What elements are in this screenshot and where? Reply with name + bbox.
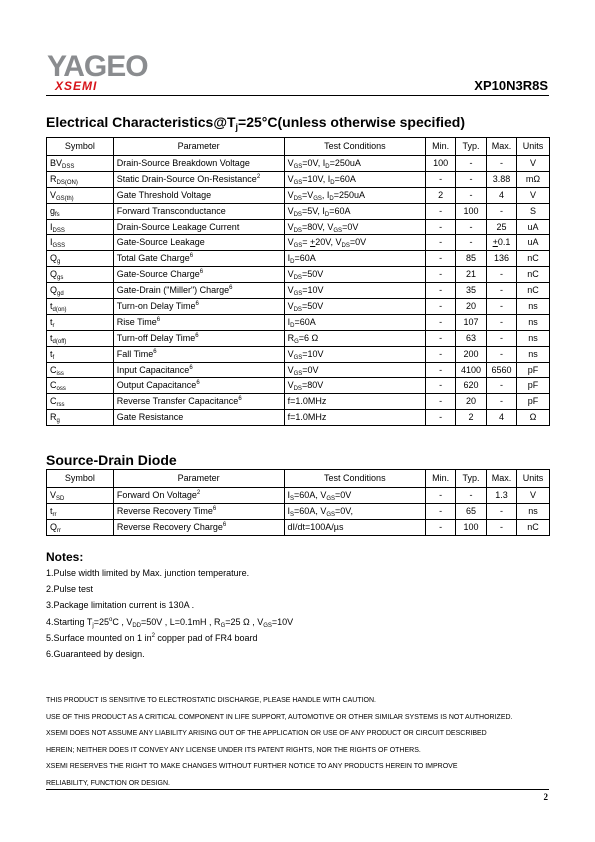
typ-cell: 4100	[456, 362, 487, 378]
disclaimer-line: THIS PRODUCT IS SENSITIVE TO ELECTROSTATIC DISCHARGE, PLEASE HANDLE WITH CAUTION.	[46, 697, 376, 704]
unit-cell: S	[516, 203, 549, 219]
table-row	[47, 219, 550, 235]
parameter-cell: Gate-Drain ("Miller") Charge$^6$	[113, 283, 284, 299]
parameter-cell: Reverse Recovery Charge$^6$	[113, 520, 284, 536]
max-cell: 136	[487, 251, 517, 267]
condition-cell: f=1.0MHz	[284, 394, 426, 410]
parameter-cell: Rise Time$^6$	[113, 314, 284, 330]
table-row	[47, 314, 550, 330]
typ-cell: 620	[456, 378, 487, 394]
column-header: Symbol	[47, 470, 114, 488]
unit-cell: nC	[516, 267, 549, 283]
typ-cell: 107	[456, 314, 487, 330]
parameter-cell: Turn-on Delay Time$^6$	[113, 299, 284, 315]
column-header: Parameter	[113, 470, 284, 488]
typ-cell: -	[456, 156, 487, 172]
source-drain-diode-table	[46, 469, 550, 536]
table-row	[47, 299, 550, 315]
note-item: 2.Pulse test	[46, 584, 94, 595]
min-cell: 2	[426, 187, 456, 203]
disclaimer-line: USE OF THIS PRODUCT AS A CRITICAL COMPONENT IN LIFE SUPPORT, AUTOMOTIVE OR OTHER SIMILAR SYSTEMS IS NOT AUTHORIZED.	[46, 713, 513, 721]
max-cell: -	[487, 330, 517, 346]
unit-cell: mΩ	[516, 171, 549, 187]
min-cell: -	[426, 330, 456, 346]
typ-cell: 65	[456, 504, 487, 520]
unit-cell: uA	[516, 219, 549, 235]
column-header: Min.	[426, 138, 456, 156]
max-cell: -	[487, 314, 517, 330]
condition-cell: $V_{DS}=50V$	[284, 267, 426, 283]
min-cell: -	[426, 378, 456, 394]
condition-cell: $I_S=60A$, $V_{GS}=0V$,	[284, 504, 426, 520]
typ-cell: 20	[456, 299, 487, 315]
symbol-cell: $Q_{gd}$	[47, 283, 114, 299]
unit-cell: nC	[516, 520, 549, 536]
condition-cell: $I_D=60A$	[284, 251, 426, 267]
unit-cell: ns	[516, 299, 549, 315]
parameter-cell: Forward Transconductance	[113, 203, 284, 219]
column-header: Units	[516, 470, 549, 488]
header-divider	[46, 95, 549, 96]
min-cell: -	[426, 171, 456, 187]
min-cell: -	[426, 488, 456, 504]
unit-cell: V	[516, 156, 549, 172]
condition-cell: $V_{DS}=5V$, $I_D=60A$	[284, 203, 426, 219]
title-sub: j	[235, 122, 239, 132]
symbol-cell: $Q_{rr}$	[47, 520, 114, 536]
table-row	[47, 283, 550, 299]
symbol-cell: $I_{GSS}$	[47, 235, 114, 251]
min-cell: -	[426, 219, 456, 235]
symbol-cell: $V_{GS(th)}$	[47, 187, 114, 203]
electrical-characteristics-table	[46, 137, 550, 426]
parameter-cell: Gate Threshold Voltage	[113, 187, 284, 203]
max-cell: -	[487, 504, 517, 520]
unit-cell: V	[516, 488, 549, 504]
table-row	[47, 520, 550, 536]
page-number: 2	[543, 792, 548, 802]
unit-cell: pF	[516, 362, 549, 378]
note-item: 4.Starting $T_j=25^oC$ , $V_{DD}=50V$ , L=0.1mH , $R_G=25$ Ω , $V_{GS}=10V$	[46, 616, 294, 629]
typ-cell: -	[456, 488, 487, 504]
parameter-cell: Static Drain-Source On-Resistance$^2$	[113, 171, 284, 187]
parameter-cell: Input Capacitance$^6$	[113, 362, 284, 378]
min-cell: -	[426, 346, 456, 362]
max-cell: 1.3	[487, 488, 517, 504]
unit-cell: V	[516, 187, 549, 203]
parameter-cell: Gate-Source Leakage	[113, 235, 284, 251]
column-header: Max.	[487, 138, 517, 156]
symbol-cell: $t_{rr}$	[47, 504, 114, 520]
table-row	[47, 187, 550, 203]
symbol-cell: $I_{DSS}$	[47, 219, 114, 235]
footer-divider	[46, 789, 549, 790]
table-row	[47, 156, 550, 172]
typ-cell: -	[456, 171, 487, 187]
company-logo	[47, 52, 157, 94]
condition-cell: $V_{GS}=10V$	[284, 346, 426, 362]
min-cell: -	[426, 314, 456, 330]
typ-cell: 35	[456, 283, 487, 299]
unit-cell: uA	[516, 235, 549, 251]
column-header: Test Conditions	[284, 138, 426, 156]
min-cell: -	[426, 410, 456, 426]
table-row	[47, 362, 550, 378]
typ-cell: 2	[456, 410, 487, 426]
max-cell: -	[487, 283, 517, 299]
column-header: Parameter	[113, 138, 284, 156]
max-cell: 3.88	[487, 171, 517, 187]
condition-cell: $R_G=6$ Ω	[284, 330, 426, 346]
parameter-cell: Turn-off Delay Time$^6$	[113, 330, 284, 346]
symbol-cell: $V_{SD}$	[47, 488, 114, 504]
parameter-cell: Forward On Voltage$^2$	[113, 488, 284, 504]
part-number: XP10N3R8S	[474, 78, 548, 93]
parameter-cell: Output Capacitance$^6$	[113, 378, 284, 394]
typ-cell: -	[456, 187, 487, 203]
symbol-cell: $R_{DS(ON)}$	[47, 171, 114, 187]
symbol-cell: $R_g$	[47, 410, 114, 426]
min-cell: -	[426, 504, 456, 520]
max-cell: -	[487, 156, 517, 172]
column-header: Typ.	[456, 470, 487, 488]
condition-cell: $V_{GS}= +20V$, $V_{DS}=0V$	[284, 235, 426, 251]
condition-cell: f=1.0MHz	[284, 410, 426, 426]
symbol-cell: $C_{oss}$	[47, 378, 114, 394]
max-cell: 25	[487, 219, 517, 235]
typ-cell: 200	[456, 346, 487, 362]
symbol-cell: $Q_{gs}$	[47, 267, 114, 283]
table-row	[47, 410, 550, 426]
note-item: 5.Surface mounted on 1 $in^2$ copper pad of FR4 board	[46, 632, 258, 643]
table-row	[47, 330, 550, 346]
column-header: Min.	[426, 470, 456, 488]
typ-cell: 20	[456, 394, 487, 410]
max-cell: -	[487, 394, 517, 410]
typ-cell: 100	[456, 520, 487, 536]
unit-cell: pF	[516, 378, 549, 394]
note-item: 1.Pulse width limited by Max. junction temperature.	[46, 568, 250, 578]
condition-cell: $I_S=60A$, $V_{GS}=0V$	[284, 488, 426, 504]
condition-cell: $V_{GS}=0V$, $I_D=250uA$	[284, 156, 426, 172]
min-cell: -	[426, 299, 456, 315]
typ-cell: 21	[456, 267, 487, 283]
table-row	[47, 488, 550, 504]
unit-cell: nC	[516, 283, 549, 299]
column-header: Symbol	[47, 138, 114, 156]
unit-cell: nC	[516, 251, 549, 267]
column-header: Test Conditions	[284, 470, 426, 488]
max-cell: 4	[487, 187, 517, 203]
table-row	[47, 203, 550, 219]
title-prefix: Electrical Characteristics@T	[46, 114, 236, 130]
min-cell: -	[426, 267, 456, 283]
unit-cell: pF	[516, 394, 549, 410]
symbol-cell: $t_{d(off)}$	[47, 330, 114, 346]
symbol-cell: $t_{d(on)}$	[47, 299, 114, 315]
table-row	[47, 346, 550, 362]
disclaimer-line: XSEMI RESERVES THE RIGHT TO MAKE CHANGES WITHOUT FURTHER NOTICE TO ANY PRODUCTS HEREIN TO IMPROVE	[46, 763, 458, 771]
disclaimer-line: XSEMI DOES NOT ASSUME ANY LIABILITY ARISING OUT OF THE APPLICATION OR USE OF ANY PRODUCT OR CIRCUIT DESCRIBED	[46, 730, 487, 738]
parameter-cell: Drain-Source Breakdown Voltage	[113, 156, 284, 172]
parameter-cell: Gate Resistance	[113, 410, 284, 426]
max-cell: -	[487, 299, 517, 315]
logo-xsemi-text: XSEMI	[55, 79, 98, 93]
max-cell: -	[487, 267, 517, 283]
condition-cell: $I_D=60A$	[284, 314, 426, 330]
max-cell: -	[487, 203, 517, 219]
parameter-cell: Drain-Source Leakage Current	[113, 219, 284, 235]
condition-cell: $V_{DS}=80V$, $V_{GS}=0V$	[284, 219, 426, 235]
symbol-cell: $t_f$	[47, 346, 114, 362]
min-cell: -	[426, 394, 456, 410]
unit-cell: ns	[516, 346, 549, 362]
condition-cell: $V_{DS}=50V$	[284, 299, 426, 315]
logo-yageo-text: YAGEO	[47, 50, 148, 83]
typ-cell: -	[456, 219, 487, 235]
unit-cell: ns	[516, 330, 549, 346]
disclaimer-line: RELIABILITY, FUNCTION OR DESIGN.	[46, 780, 170, 787]
max-cell: 4	[487, 410, 517, 426]
typ-cell: 63	[456, 330, 487, 346]
typ-cell: -	[456, 235, 487, 251]
unit-cell: ns	[516, 504, 549, 520]
max-cell: -	[487, 346, 517, 362]
electrical-characteristics-title	[46, 114, 465, 130]
table-row	[47, 378, 550, 394]
note-item: 3.Package limitation current is 130A .	[46, 600, 195, 611]
min-cell: -	[426, 283, 456, 299]
condition-cell: $V_{GS}=10V$	[284, 283, 426, 299]
table-row	[47, 394, 550, 410]
table-row	[47, 235, 550, 251]
unit-cell: Ω	[516, 410, 549, 426]
table-row	[47, 504, 550, 520]
symbol-cell: $g_{fs}$	[47, 203, 114, 219]
title-suffix: =25°C(unless otherwise specified)	[238, 114, 465, 130]
symbol-cell: $Q_g$	[47, 251, 114, 267]
symbol-cell: $C_{iss}$	[47, 362, 114, 378]
table-header-row	[47, 470, 550, 488]
column-header: Max.	[487, 470, 517, 488]
condition-cell: $V_{GS}=0V$	[284, 362, 426, 378]
max-cell: -	[487, 378, 517, 394]
table-row	[47, 251, 550, 267]
condition-cell: $V_{DS}=V_{GS}$, $I_D=250uA$	[284, 187, 426, 203]
parameter-cell: Fall Time$^6$	[113, 346, 284, 362]
symbol-cell: $t_r$	[47, 314, 114, 330]
column-header: Typ.	[456, 138, 487, 156]
table-row	[47, 171, 550, 187]
symbol-cell: $C_{rss}$	[47, 394, 114, 410]
column-header: Units	[516, 138, 549, 156]
unit-cell: ns	[516, 314, 549, 330]
parameter-cell: Total Gate Charge$^6$	[113, 251, 284, 267]
note-item: 6.Guaranteed by design.	[46, 649, 145, 659]
condition-cell: dI/dt=100A/µs	[284, 520, 426, 536]
condition-cell: $V_{GS}=10V$, $I_D=60A$	[284, 171, 426, 187]
min-cell: -	[426, 235, 456, 251]
min-cell: -	[426, 520, 456, 536]
source-drain-diode-title: Source-Drain Diode	[46, 452, 177, 468]
parameter-cell: Gate-Source Charge$^6$	[113, 267, 284, 283]
max-cell: -	[487, 520, 517, 536]
max-cell: 6560	[487, 362, 517, 378]
disclaimer-line: HEREIN; NEITHER DOES IT CONVEY ANY LICENSE UNDER ITS PATENT RIGHTS, NOR THE RIGHTS OF OTHERS.	[46, 746, 421, 754]
symbol-cell: $BV_{DSS}$	[47, 156, 114, 172]
condition-cell: $V_{DS}=80V$	[284, 378, 426, 394]
min-cell: -	[426, 362, 456, 378]
table-row	[47, 267, 550, 283]
table-header-row	[47, 138, 550, 156]
parameter-cell: Reverse Transfer Capacitance$^6$	[113, 394, 284, 410]
notes-title: Notes:	[46, 550, 84, 564]
min-cell: 100	[426, 156, 456, 172]
max-cell: +0.1	[487, 235, 517, 251]
min-cell: -	[426, 251, 456, 267]
typ-cell: 85	[456, 251, 487, 267]
parameter-cell: Reverse Recovery Time$^6$	[113, 504, 284, 520]
min-cell: -	[426, 203, 456, 219]
typ-cell: 100	[456, 203, 487, 219]
